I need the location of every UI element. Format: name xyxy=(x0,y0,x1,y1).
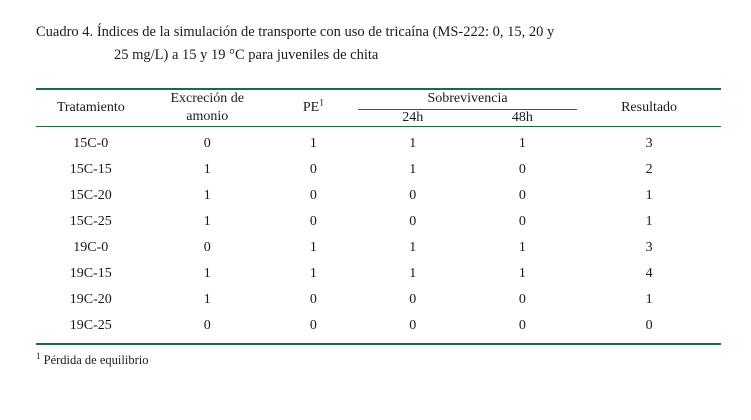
cell-result: 4 xyxy=(645,266,653,282)
cell-result: 3 xyxy=(645,136,653,152)
table-row xyxy=(36,235,721,261)
cell-pe: 0 xyxy=(309,292,317,308)
cell-survival-48h: 0 xyxy=(518,214,526,230)
cell-result: 1 xyxy=(645,214,653,230)
cell-treatment: 15C-20 xyxy=(69,188,112,204)
cell-result: 3 xyxy=(645,240,653,256)
table-caption xyxy=(36,22,721,66)
cell-excretion: 1 xyxy=(203,188,211,204)
header-excretion-line-1: Excreción de xyxy=(170,91,244,107)
cell-excretion: 1 xyxy=(203,292,211,308)
cell-treatment: 19C-15 xyxy=(69,266,112,282)
header-survival: Sobrevivencia xyxy=(358,90,577,109)
table-body xyxy=(36,127,721,345)
table-row xyxy=(36,157,721,183)
cell-treatment: 19C-25 xyxy=(69,318,112,334)
header-excretion-line-2: amonio xyxy=(186,109,229,125)
cell-excretion: 1 xyxy=(203,214,211,230)
table-row xyxy=(36,313,721,339)
table-row xyxy=(36,287,721,313)
cell-pe: 0 xyxy=(309,188,317,204)
cell-treatment: 15C-25 xyxy=(69,214,112,230)
cell-survival-24h: 1 xyxy=(409,240,417,256)
cell-pe: 0 xyxy=(309,318,317,334)
cell-survival-24h: 0 xyxy=(409,214,417,230)
caption-label: Cuadro 4. xyxy=(36,24,94,40)
header-result: Resultado xyxy=(621,100,678,116)
caption-line-2: 25 mg/L) a 15 y 19 °C para juveniles de chita xyxy=(114,47,379,64)
cell-excretion: 1 xyxy=(203,266,211,282)
cell-excretion: 0 xyxy=(203,318,211,334)
header-excretion xyxy=(146,90,269,127)
header-survival-48h: 48h xyxy=(511,110,533,126)
cell-survival-24h: 1 xyxy=(409,136,417,152)
cell-survival-48h: 0 xyxy=(518,292,526,308)
cell-excretion: 0 xyxy=(203,136,211,152)
cell-excretion: 1 xyxy=(203,162,211,178)
table-footnote xyxy=(36,353,721,368)
table-row xyxy=(36,209,721,235)
cell-survival-24h: 0 xyxy=(409,188,417,204)
cell-result: 2 xyxy=(645,162,653,178)
footnote-text: Pérdida de equilibrio xyxy=(43,353,149,368)
cell-survival-24h: 1 xyxy=(409,162,417,178)
cell-result: 1 xyxy=(645,188,653,204)
cell-survival-24h: 1 xyxy=(409,266,417,282)
cell-survival-24h: 0 xyxy=(409,318,417,334)
indices-table xyxy=(36,88,721,345)
caption-line-1: Índices de la simulación de transporte con uso de tricaína (MS-222: 0, 15, 20 y xyxy=(96,24,555,40)
header-treatment: Tratamiento xyxy=(56,100,125,116)
header-survival-24h: 24h xyxy=(402,110,424,126)
cell-pe: 1 xyxy=(309,240,317,256)
cell-excretion: 0 xyxy=(203,240,211,256)
cell-pe: 0 xyxy=(309,162,317,178)
cell-result: 0 xyxy=(645,318,653,334)
table-header-row xyxy=(36,90,721,109)
cell-survival-24h: 0 xyxy=(409,292,417,308)
header-pe-label: PE xyxy=(302,100,320,116)
cell-survival-48h: 1 xyxy=(518,266,526,282)
cell-survival-48h: 0 xyxy=(518,162,526,178)
cell-pe: 1 xyxy=(309,266,317,282)
cell-survival-48h: 1 xyxy=(518,240,526,256)
cell-pe: 1 xyxy=(309,136,317,152)
cell-treatment: 19C-0 xyxy=(73,240,109,256)
cell-treatment: 19C-20 xyxy=(69,292,112,308)
header-pe-footnote-marker: 1 xyxy=(319,98,324,109)
cell-survival-48h: 0 xyxy=(518,318,526,334)
table-row xyxy=(36,261,721,287)
cell-survival-48h: 1 xyxy=(518,136,526,152)
cell-pe: 0 xyxy=(309,214,317,230)
cell-treatment: 15C-0 xyxy=(73,136,109,152)
footnote-marker: 1 xyxy=(36,351,41,362)
table-row xyxy=(36,131,721,157)
table-row xyxy=(36,183,721,209)
cell-result: 1 xyxy=(645,292,653,308)
cell-treatment: 15C-15 xyxy=(69,162,112,178)
header-pe xyxy=(269,90,358,127)
table-rule-bottom xyxy=(36,344,721,345)
cell-survival-48h: 0 xyxy=(518,188,526,204)
